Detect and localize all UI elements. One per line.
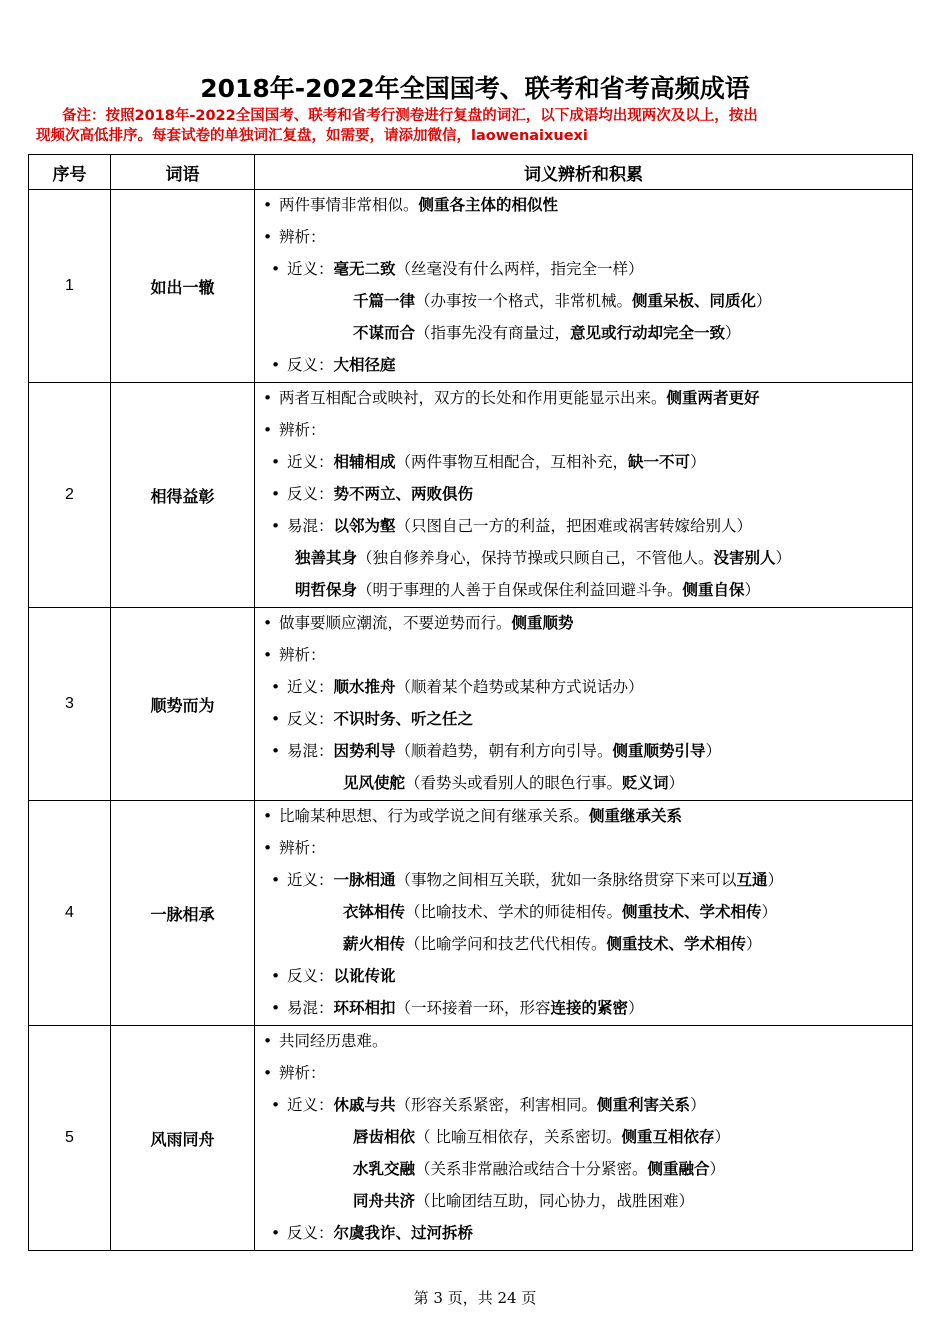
detail-line: • 近义：毫无二致（丝毫没有什么两样，指完全一样） xyxy=(271,260,644,278)
detail-line: 明哲保身（明于事理的人善于自保或保住利益回避斗争。侧重自保） xyxy=(295,581,761,599)
table-row xyxy=(29,383,913,608)
detail-line: • 反义：以讹传讹 xyxy=(271,967,396,985)
detail-line: • 反义：不识时务、听之任之 xyxy=(271,710,474,728)
note-line-2: 现频次高低排序。每套试卷的单独词汇复盘，如需要，请添加微信，laowenaixuexi xyxy=(36,128,588,144)
detail-line: • 辨析： xyxy=(263,839,326,857)
row-idiom: 一脉相承 xyxy=(111,801,255,1026)
header-word: 词语 xyxy=(111,155,255,190)
detail-line: 见风使舵（看势头或看别人的眼色行事。贬义词） xyxy=(343,774,685,792)
row-idiom: 风雨同舟 xyxy=(111,1026,255,1251)
detail-line: • 反义：尔虞我诈、过河拆桥 xyxy=(271,1224,474,1242)
row-idiom: 顺势而为 xyxy=(111,608,255,801)
detail-line: • 辨析： xyxy=(263,421,326,439)
table-header-row xyxy=(29,155,913,190)
detail-line: • 反义：大相径庭 xyxy=(271,356,396,374)
detail-line: 唇齿相依（ 比喻互相依存，关系密切。侧重互相依存） xyxy=(353,1128,730,1146)
detail-line: • 近义：一脉相通（事物之间相互关联，犹如一条脉络贯穿下来可以互通） xyxy=(271,871,784,889)
detail-line: • 近义：休戚与共（形容关系紧密，利害相同。侧重利害关系） xyxy=(271,1096,706,1114)
row-num: 2 xyxy=(29,383,111,608)
row-num: 4 xyxy=(29,801,111,1026)
detail-line: • 辨析： xyxy=(263,228,326,246)
detail-line: • 近义：顺水推舟（顺着某个趋势或某种方式说话办） xyxy=(271,678,644,696)
row-idiom: 相得益彰 xyxy=(111,383,255,608)
row-detail xyxy=(255,383,913,608)
detail-line: 独善其身（独自修养身心，保持节操或只顾自己，不管他人。没害别人） xyxy=(295,549,792,567)
table-row xyxy=(29,1026,913,1251)
detail-line: 千篇一律（办事按一个格式，非常机械。侧重呆板、同质化） xyxy=(353,292,772,310)
row-detail xyxy=(255,190,913,383)
note xyxy=(36,106,902,146)
row-detail xyxy=(255,1026,913,1251)
detail-line: • 共同经历患难。 xyxy=(263,1032,388,1050)
detail-line: • 辨析： xyxy=(263,1064,326,1082)
detail-line: • 易混：环环相扣（一环接着一环，形容连接的紧密） xyxy=(271,999,644,1017)
detail-line: 同舟共济（比喻团结互助，同心协力，战胜困难） xyxy=(353,1192,695,1210)
detail-line: 不谋而合（指事先没有商量过，意见或行动却完全一致） xyxy=(353,324,741,342)
table-row xyxy=(29,608,913,801)
note-line-1: 备注：按照2018年-2022全国国考、联考和省考行测卷进行复盘的词汇，以下成语均出现两次及以上，按出 xyxy=(62,108,758,124)
detail-line: • 反义：势不两立、两败俱伤 xyxy=(271,485,474,503)
row-num: 3 xyxy=(29,608,111,801)
row-idiom: 如出一辙 xyxy=(111,190,255,383)
header-num: 序号 xyxy=(29,155,111,190)
detail-line: 薪火相传（比喻学问和技艺代代相传。侧重技术、学术相传） xyxy=(343,935,762,953)
row-num: 1 xyxy=(29,190,111,383)
detail-line: 水乳交融（关系非常融洽或结合十分紧密。侧重融合） xyxy=(353,1160,726,1178)
header-detail: 词义辨析和积累 xyxy=(255,155,913,190)
detail-line: • 易混：以邻为壑（只图自己一方的利益，把困难或祸害转嫁给别人） xyxy=(271,517,753,535)
detail-line: • 辨析： xyxy=(263,646,326,664)
row-detail xyxy=(255,608,913,801)
table-row xyxy=(29,190,913,383)
row-num: 5 xyxy=(29,1026,111,1251)
detail-line: • 易混：因势利导（顺着趋势，朝有利方向引导。侧重顺势引导） xyxy=(271,742,722,760)
detail-line: • 两件事情非常相似。侧重各主体的相似性 xyxy=(263,196,559,214)
page-footer: 第 3 页，共 24 页 xyxy=(413,1289,537,1307)
detail-line: • 做事要顺应潮流，不要逆势而行。侧重顺势 xyxy=(263,614,574,632)
detail-line: • 比喻某种思想、行为或学说之间有继承关系。侧重继承关系 xyxy=(263,807,683,825)
page-title: 2018年-2022年全国国考、联考和省考高频成语 xyxy=(200,74,750,103)
detail-line: • 两者互相配合或映衬，双方的长处和作用更能显示出来。侧重两者更好 xyxy=(263,389,760,407)
idiom-table xyxy=(28,154,913,1251)
table-row xyxy=(29,801,913,1026)
detail-line: • 近义：相辅相成（两件事物互相配合，互相补充，缺一不可） xyxy=(271,453,706,471)
detail-line: 衣钵相传（比喻技术、学术的师徒相传。侧重技术、学术相传） xyxy=(343,903,778,921)
row-detail xyxy=(255,801,913,1026)
